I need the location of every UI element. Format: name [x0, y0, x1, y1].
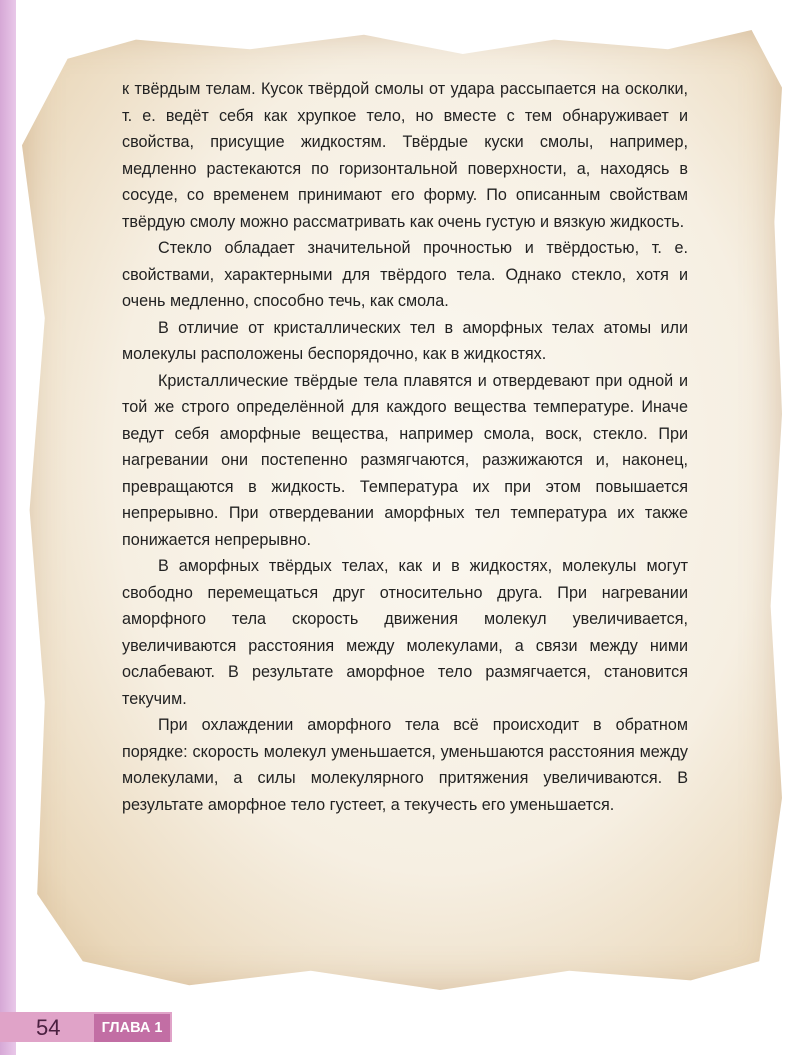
- paragraph-6: При охлаждении аморфного тела всё происходит в обратном порядке: скорость молекул уменьшается, уменьшаются расстояния между молекулами, а силы молекулярного притяжения увеличиваются. В результате аморфное тело густеет, а текучесть его уменьшается.: [122, 716, 688, 814]
- paragraph-3: В отличие от кристаллических тел в аморфных телах атомы или молекулы расположены беспорядочно, как в жидкостях.: [122, 318, 688, 363]
- chapter-label: ГЛАВА 1: [94, 1014, 170, 1042]
- paragraph-1: к твёрдым телам. Кусок твёрдой смолы от удара рассыпается на осколки, т. е. ведёт себя как хрупкое тело, но вместе с тем обнаруживает и свойства, присущие жидкостям. Твёрдые куски смолы, например, медленно растекаются по горизонтальной поверхности, а, находясь в сосуде, со временем принимают его форму. По описанным свойствам твёрдую смолу можно рассматривать как очень густую и вязкую жидкость.: [122, 80, 688, 231]
- page-number: 54: [36, 1015, 61, 1040]
- paragraph-5: В аморфных твёрдых телах, как и в жидкостях, молекулы могут свободно перемещаться друг относительно друга. При нагревании аморфного тела скорость движения молекул увеличивается, увеличиваются расстояния между молекулами, а связи между ними ослабевают. В результате аморфное тело размягчается, становится текучим.: [122, 557, 688, 708]
- body-text: [122, 76, 688, 818]
- page-edge-strip: [0, 0, 16, 1055]
- paragraph-2: Стекло обладает значительной прочностью и твёрдостью, т. е. свойствами, характерными для твёрдого тела. Однако стекло, хотя и очень медленно, способно течь, как смола.: [122, 239, 688, 310]
- paragraph-4: Кристаллические твёрдые тела плавятся и отвердевают при одной и той же строго определённой для каждого вещества температуре. Иначе ведут себя аморфные вещества, например смола, воск, стекло. При нагревании они постепенно размягчаются, разжижаются и, наконец, превращаются в жидкость. Температура их при этом повышается непрерывно. При отвердевании аморфных тел температура их также понижается непрерывно.: [122, 371, 688, 549]
